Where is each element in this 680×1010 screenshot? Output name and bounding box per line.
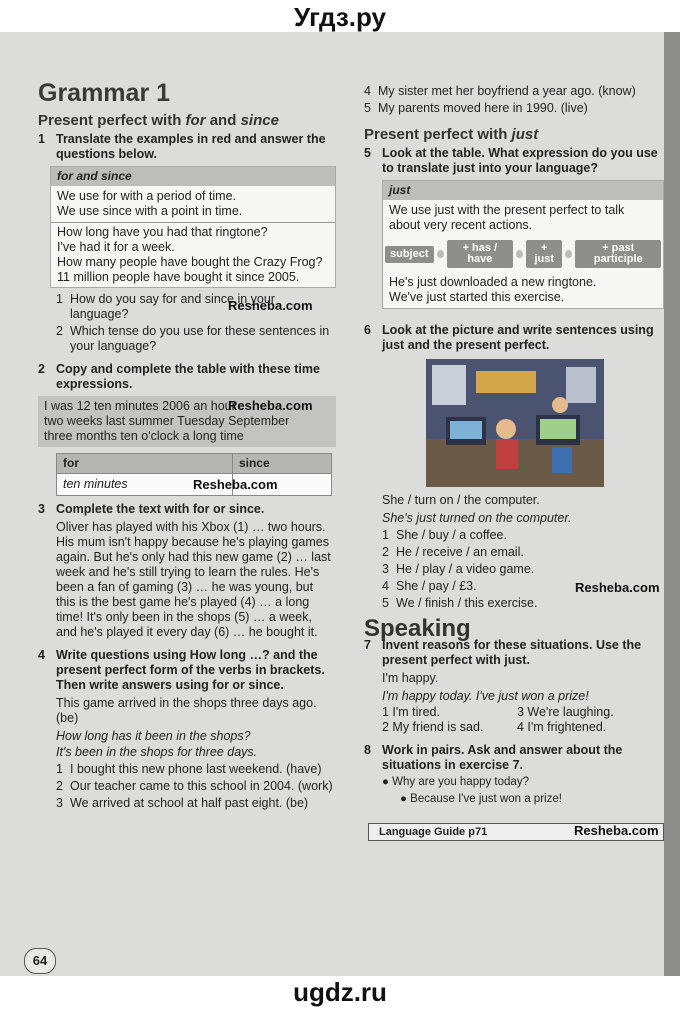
cafe-scene — [426, 359, 604, 487]
internet-cafe-illustration — [426, 359, 604, 487]
grammar-box-header: just — [383, 181, 663, 200]
example-line: How long have you had that ringtone? — [57, 225, 268, 239]
example-sentence: This game arrived in the shops three days ago. (be) — [56, 696, 317, 725]
site-title-bottom[interactable]: ugdz.ru — [293, 977, 387, 1007]
example-line: 11 million people have bought it since 2005. — [57, 270, 300, 284]
formula — [383, 240, 663, 268]
watermark: Resheba.com — [574, 823, 659, 838]
list-item: 4 I'm frightened. — [517, 720, 607, 734]
task-5: 5 Look at the table. What expression do you use to translate just into your language? — [364, 146, 658, 175]
plus-icon — [437, 250, 444, 258]
plus-icon — [516, 250, 523, 258]
formula-part: subject — [385, 246, 434, 263]
rule-line: We use for with a period of time. — [57, 189, 237, 203]
word-line: I was 12 ten minutes 2006 an hour — [44, 399, 236, 413]
page-edge — [664, 32, 680, 976]
column-header-since: since — [232, 454, 331, 474]
example-prompt: I'm happy. — [382, 671, 439, 685]
example-line: He's just downloaded a new ringtone. — [389, 275, 597, 289]
grammar-box-just — [382, 180, 664, 309]
list-item: 2 He / receive / an email. — [382, 545, 524, 559]
question-item: 2 Which tense do you use for these sentences in your language? — [56, 324, 330, 353]
language-guide-link[interactable]: Language Guide p71 — [368, 823, 664, 841]
watermark: Resheba.com — [228, 398, 313, 413]
example-prompt: She / turn on / the computer. — [382, 493, 540, 507]
watermark: Resheba.com — [228, 298, 313, 313]
example-answer: It's been in the shops for three days. — [56, 745, 258, 759]
watermark: Resheba.com — [193, 477, 278, 492]
word-line: three months ten o'clock a long time — [44, 429, 244, 443]
grammar-examples — [51, 222, 335, 287]
task-2: 2 Copy and complete the table with these time expressions. — [38, 362, 320, 391]
situation-list — [382, 705, 664, 720]
list-item: 3 We arrived at school at half past eight. (be) — [56, 796, 309, 810]
plus-icon — [565, 250, 572, 258]
table-cell: ten minutes — [57, 474, 233, 496]
list-item: 4 She / pay / £3. — [382, 579, 477, 593]
situation-list — [382, 720, 664, 735]
right-column — [364, 82, 664, 841]
list-item: 3 We're laughing. — [517, 705, 614, 719]
list-item: 1 I bought this new phone last weekend. (have) — [56, 762, 322, 776]
speech-bubble-question: ● Why are you happy today? — [382, 776, 529, 788]
question-item: 1 How do you say for and since in your language? — [56, 292, 275, 321]
speech-bubble-icon: ● — [382, 776, 393, 788]
task-7: 7 Invent reasons for these situations. Use the present perfect with just. — [364, 638, 642, 667]
example-answer: I'm happy today. I've just won a prize! — [382, 689, 589, 703]
page-number: 64 — [24, 948, 56, 974]
example-question: How long has it been in the shops? — [56, 729, 251, 743]
grammar-rules — [51, 186, 335, 222]
formula-part: + has / have — [447, 240, 513, 268]
formula-part: + past participle — [575, 240, 661, 268]
speaking-heading: Speaking — [364, 615, 471, 642]
watermark: Resheba.com — [575, 580, 660, 595]
task-8: 8 Work in pairs. Ask and answer about the situations in exercise 7. — [364, 743, 623, 772]
grammar-rule: We use just with the present perfect to talk about very recent actions. — [389, 203, 625, 232]
task-1: 1 Translate the examples in red and answer the questions below. — [38, 132, 326, 161]
section-heading-for-since: Present perfect with for and since — [38, 112, 279, 129]
left-column — [38, 78, 336, 811]
formula-part: + just — [526, 240, 562, 268]
site-title-top[interactable]: Угдз.ру — [294, 2, 386, 32]
list-item: 4 My sister met her boyfriend a year ago. (know) — [364, 84, 636, 98]
section-heading-just: Present perfect with just — [364, 126, 539, 143]
column-header-for: for — [57, 454, 233, 474]
grammar-box-header: for and since — [51, 167, 335, 186]
list-item: 5 My parents moved here in 1990. (live) — [364, 101, 588, 115]
task-4: 4 Write questions using How long …? and the present perfect form of the verbs in brackets. Then write answers using for or since. — [38, 648, 325, 692]
grammar-box-for-since — [50, 166, 336, 288]
list-item: 3 He / play / a video game. — [382, 562, 535, 576]
speech-bubble-answer: ● Because I've just won a prize! — [400, 793, 562, 805]
list-item: 2 Our teacher came to this school in 2004. (work) — [56, 779, 333, 793]
example-line: I've had it for a week. — [57, 240, 175, 254]
list-item: 2 My friend is sad. — [382, 720, 484, 734]
gap-fill-text: Oliver has played with his Xbox (1) … two hours. His mum isn't happy because he's playing games again. But he's only had this new game (2) … last week and he's still trying to learn the rules. He's been a fan of gaming (3) … he was young, but this is the best game he's played (4) … a long time! It's only been in the shops (5) … a week, and he's played it every day (6) … he bought it. — [56, 520, 331, 639]
example-answer: She's just turned on the computer. — [382, 511, 572, 525]
task-6: 6 Look at the picture and write sentences using just and the present perfect. — [364, 323, 654, 352]
example-line: How many people have bought the Crazy Frog? — [57, 255, 323, 269]
example-line: We've just started this exercise. — [389, 290, 565, 304]
list-item: 1 I'm tired. — [382, 705, 440, 719]
list-item: 5 We / finish / this exercise. — [382, 596, 538, 610]
rule-line: We use since with a point in time. — [57, 204, 243, 218]
list-item: 1 She / buy / a coffee. — [382, 528, 507, 542]
page-title: Grammar 1 — [38, 79, 171, 107]
grammar-examples — [383, 272, 663, 308]
task-3: 3 Complete the text with for or since. — [38, 502, 265, 516]
speech-bubble-icon: ● — [400, 793, 411, 805]
word-line: two weeks last summer Tuesday September — [44, 414, 290, 428]
